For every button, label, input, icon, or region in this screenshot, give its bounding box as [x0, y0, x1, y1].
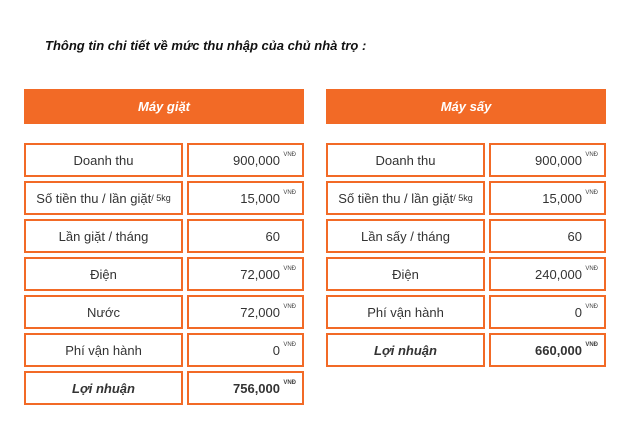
row-value: 15,000 VNĐ	[187, 181, 304, 215]
table-row	[24, 371, 304, 405]
unit-label: VNĐ	[283, 380, 296, 386]
row-label: Nước	[24, 295, 183, 329]
dryer-table	[326, 143, 606, 367]
table-row	[24, 219, 304, 253]
row-value: 0 VNĐ	[489, 295, 606, 329]
table-row	[326, 181, 606, 215]
row-label: Phí vận hành	[24, 333, 183, 367]
row-label: Số tiền thu / lần giặt / 5kg	[326, 181, 485, 215]
table-row	[326, 257, 606, 291]
row-label: Điện	[326, 257, 485, 291]
unit-label: VNĐ	[585, 304, 598, 310]
row-label: Lần giặt / tháng	[24, 219, 183, 253]
table-row	[326, 295, 606, 329]
row-value: 60	[489, 219, 606, 253]
washer-table	[24, 143, 304, 405]
table-row	[326, 143, 606, 177]
unit-label: VNĐ	[585, 190, 598, 196]
profit-label: Lợi nhuận	[24, 371, 183, 405]
table-row	[24, 143, 304, 177]
unit-label: VNĐ	[585, 266, 598, 272]
page-title: Thông tin chi tiết về mức thu nhập của chủ nhà trọ :	[45, 38, 367, 53]
row-value: 900,000 VNĐ	[187, 143, 304, 177]
table-row	[24, 257, 304, 291]
unit-label: VNĐ	[283, 304, 296, 310]
row-label: Phí vận hành	[326, 295, 485, 329]
row-value: 240,000 VNĐ	[489, 257, 606, 291]
table-row	[326, 219, 606, 253]
row-label: Điện	[24, 257, 183, 291]
profit-value: 660,000 VNĐ	[489, 333, 606, 367]
row-label: Doanh thu	[326, 143, 485, 177]
unit-label: VNĐ	[283, 266, 296, 272]
table-row	[24, 181, 304, 215]
dryer-header: Máy sấy	[326, 89, 606, 124]
profit-value: 756,000 VNĐ	[187, 371, 304, 405]
unit-label: VNĐ	[585, 342, 598, 348]
row-value: 900,000 VNĐ	[489, 143, 606, 177]
unit-label: VNĐ	[283, 152, 296, 158]
dryer-panel	[326, 89, 606, 371]
row-value: 72,000 VNĐ	[187, 295, 304, 329]
table-row	[24, 295, 304, 329]
row-label: Số tiền thu / lần giặt / 5kg	[24, 181, 183, 215]
unit-label: VNĐ	[283, 342, 296, 348]
unit-label: VNĐ	[283, 190, 296, 196]
row-value: 72,000 VNĐ	[187, 257, 304, 291]
row-label: Doanh thu	[24, 143, 183, 177]
profit-label: Lợi nhuận	[326, 333, 485, 367]
row-label: Lần sấy / tháng	[326, 219, 485, 253]
row-value: 0 VNĐ	[187, 333, 304, 367]
row-value: 60	[187, 219, 304, 253]
table-row	[24, 333, 304, 367]
label-suffix: / 5kg	[453, 193, 473, 203]
washer-panel	[24, 89, 304, 409]
unit-label: VNĐ	[585, 152, 598, 158]
label-suffix: / 5kg	[151, 193, 171, 203]
washer-header: Máy giặt	[24, 89, 304, 124]
row-value: 15,000 VNĐ	[489, 181, 606, 215]
table-row	[326, 333, 606, 367]
